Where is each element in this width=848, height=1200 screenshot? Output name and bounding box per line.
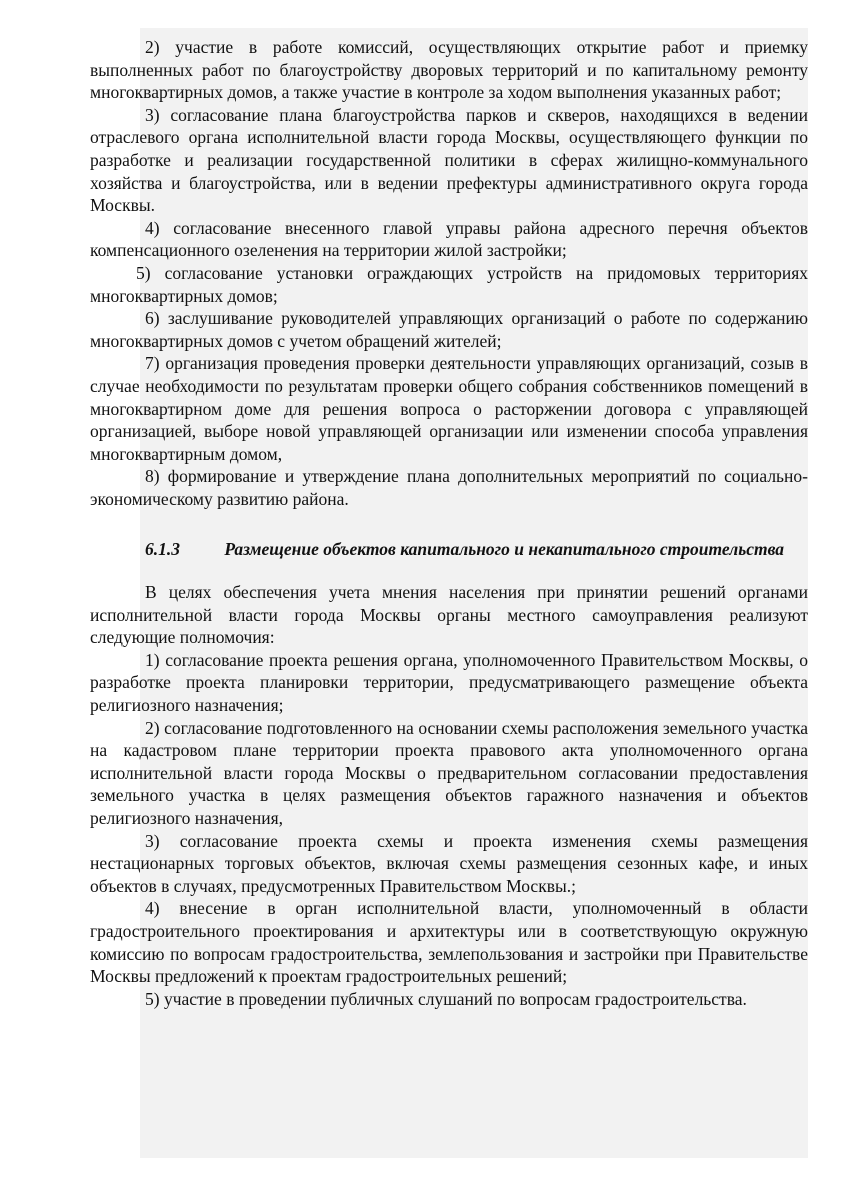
list-item: 7) организация проведения проверки деятельности управляющих организаций, созыв в случае необходимости по результатам проверки общего собрания собственников помещений в многоквартирном доме для решения вопроса о расторжении договора с управляющей организацией, выборе новой управляющей организации или изменении способа управления многоквартирным домом, <box>90 353 808 464</box>
list-item: 3) согласование плана благоустройства парков и скверов, находящихся в ведении отраслевого органа исполнительной власти города Москвы, осуществляющего функции по разработке и реализации государственной политики в сферах жилищно-коммунального хозяйства и благоустройства, или в ведении префектуры административного округа города Москвы. <box>90 104 808 216</box>
section-intro: В целях обеспечения учета мнения населения при принятии решений органами исполнительной власти города Москвы органы местного самоуправления реализуют следующие полномочия: <box>90 582 808 648</box>
list-item: 1) согласование проекта решения органа, уполномоченного Правительством Москвы, о разработке проекта планировки территории, предусматривающего размещение объекта религиозного назначения; <box>90 649 808 716</box>
list-item: 2) согласование подготовленного на основании схемы расположения земельного участка на кадастровом плане территории проекта правового акта уполномоченного органа исполнительной власти города Москвы о предварительном согласовании предоставления земельного участка в целях размещения объектов гаражного назначения и объектов религиозного назначения, <box>90 717 808 828</box>
list-item: 8) формирование и утверждение плана дополнительных мероприятий по социально-экономическому развитию района. <box>90 466 808 509</box>
section-title: Размещение объектов капитального и некапитального строительства <box>224 539 785 560</box>
list-item: 5) согласование установки ограждающих устройств на придомовых территориях многоквартирных домов; <box>90 262 808 306</box>
list-item: 4) внесение в орган исполнительной власти, уполномоченный в области градостроительного проектирования и архитектуры или в соответствующую окружную комиссию по вопросам градостроительства, землепользования и застройки при Правительстве Москвы предложений к проектам градостроительных решений; <box>90 898 808 987</box>
list-item: 3) согласование проекта схемы и проекта изменения схемы размещения нестационарных торговых объектов, включая схемы размещения сезонных кафе, и иных объектов в случаях, предусмотренных Правительством Москвы.; <box>90 830 808 896</box>
document-page <box>90 36 808 1010</box>
list-item: 2) участие в работе комиссий, осуществляющих открытие работ и приемку выполненных работ по благоустройству дворовых территорий и по капитальному ремонту многоквартирных домов, а также участие в контроле за ходом выполнения указанных работ; <box>90 37 808 103</box>
list-item: 5) участие в проведении публичных слушаний по вопросам градостроительства. <box>145 988 747 1009</box>
list-item: 6) заслушивание руководителей управляющих организаций о работе по содержанию многоквартирных домов с учетом обращений жителей; <box>90 308 808 351</box>
section-gap <box>90 510 808 524</box>
list-item: 4) согласование внесенного главой управы района адресного перечня объектов компенсационного озеленения на территории жилой застройки; <box>90 217 808 261</box>
section-heading <box>90 538 808 561</box>
section-number: 6.1.3 <box>145 539 180 560</box>
